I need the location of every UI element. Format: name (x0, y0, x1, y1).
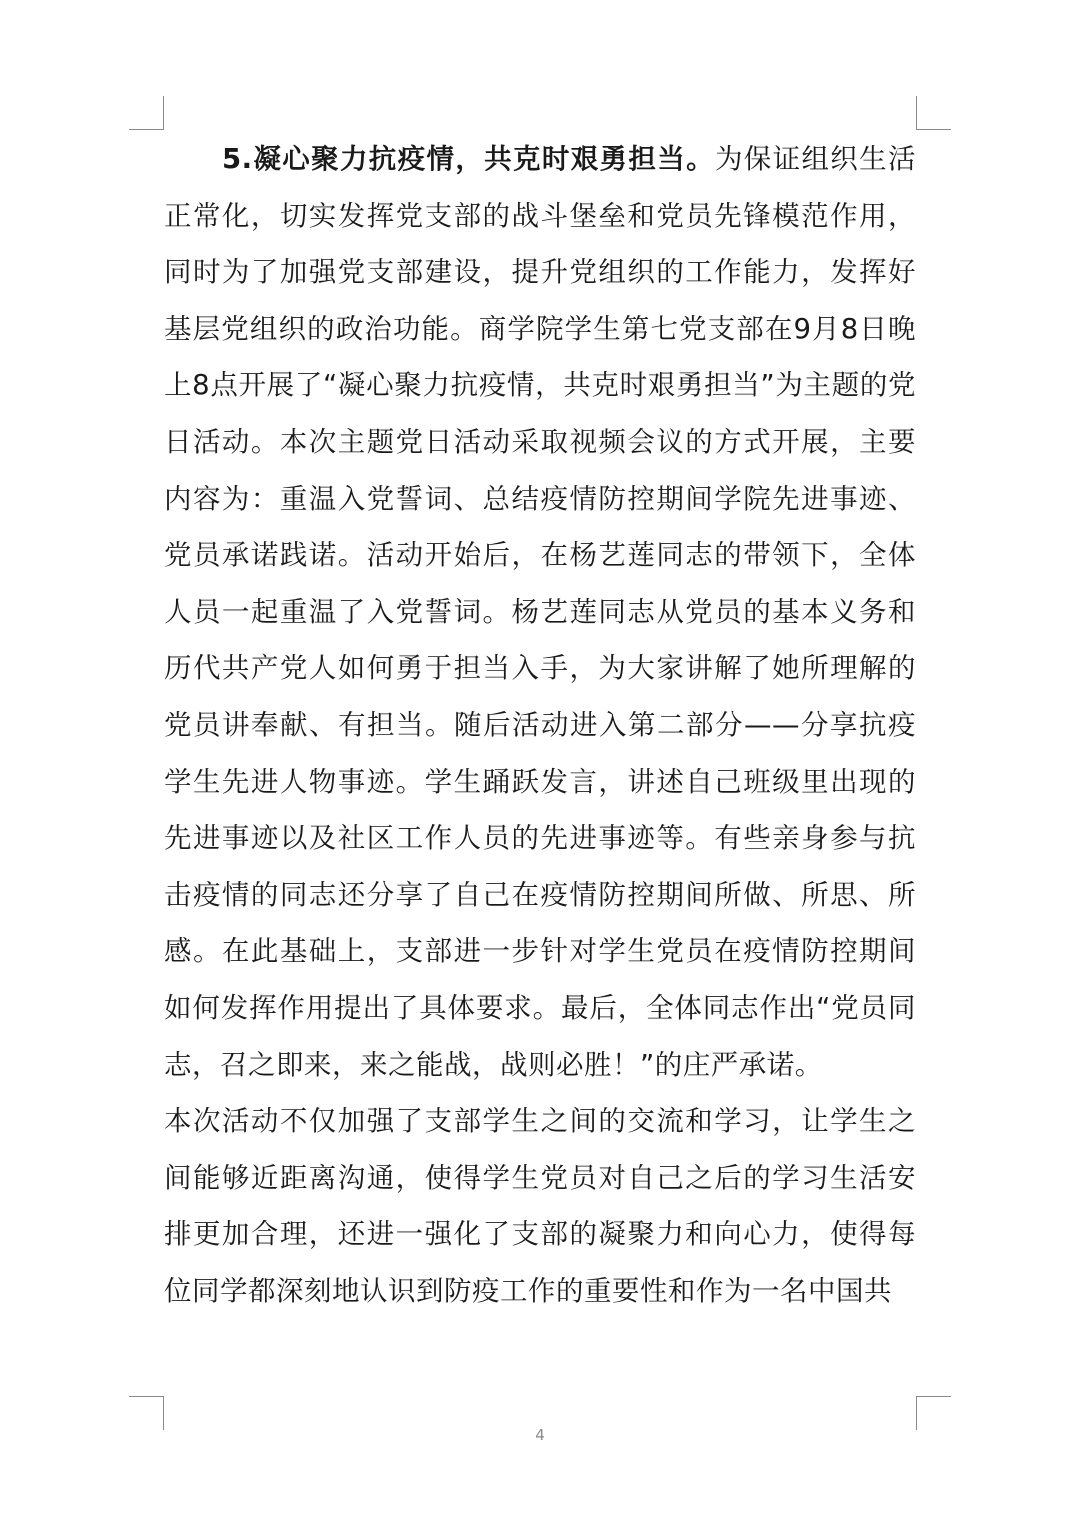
crop-mark-bottom-left-horizontal (129, 1396, 163, 1397)
crop-mark-bottom-right-horizontal (917, 1396, 951, 1397)
crop-mark-bottom-left-vertical (163, 1396, 164, 1430)
page-number: 4 (535, 1426, 545, 1444)
section-heading: 5.凝心聚力抗疫情，共克时艰勇担当。 (222, 143, 715, 175)
paragraph-1-text: 为保证组织生活正常化，切实发挥党支部的战斗堡垒和党员先锋模范作用，同时为了加强党支部建设，提升党组织的工作能力，发挥好基层党组织的政治功能。商学院学生第七党支部在9月8日晚上8点开展了“凝心聚力抗疫情，共克时艰勇担当”为主题的党日活动。本次主题党日活动采取视频会议的方式开展，主要内容为：重温入党誓词、总结疫情防控期间学院先进事迹、党员承诺践诺。活动开始后，在杨艺莲同志的带领下，全体人员一起重温了入党誓词。杨艺莲同志从党员的基本义务和历代共产党人如何勇于担当入手，为大家讲解了她所理解的党员讲奉献、有担当。随后活动进入第二部分——分享抗疫学生先进人物事迹。学生踊跃发言，讲述自己班级里出现的先进事迹以及社区工作人员的先进事迹等。有些亲身参与抗击疫情的同志还分享了自己在疫情防控期间所做、所思、所感。在此基础上，支部进一步针对学生党员在疫情防控期间如何发挥作用提出了具体要求。最后，全体同志作出“党员同志，召之即来，来之能战，战则必胜！”的庄严承诺。 (164, 143, 916, 1081)
crop-mark-top-left-vertical (163, 96, 164, 130)
crop-mark-top-left-horizontal (129, 129, 163, 130)
document-body (164, 131, 916, 1319)
crop-mark-bottom-right-vertical (916, 1396, 917, 1430)
paragraph-1 (164, 131, 916, 1093)
crop-mark-top-right-horizontal (917, 129, 951, 130)
paragraph-2: 本次活动不仅加强了支部学生之间的交流和学习，让学生之间能够近距离沟通，使得学生党员对自己之后的学习生活安排更加合理，还进一强化了支部的凝聚力和向心力，使得每位同学都深刻地认识到防疫工作的重要性和作为一名中国共 (164, 1105, 916, 1307)
crop-mark-top-right-vertical (916, 96, 917, 130)
